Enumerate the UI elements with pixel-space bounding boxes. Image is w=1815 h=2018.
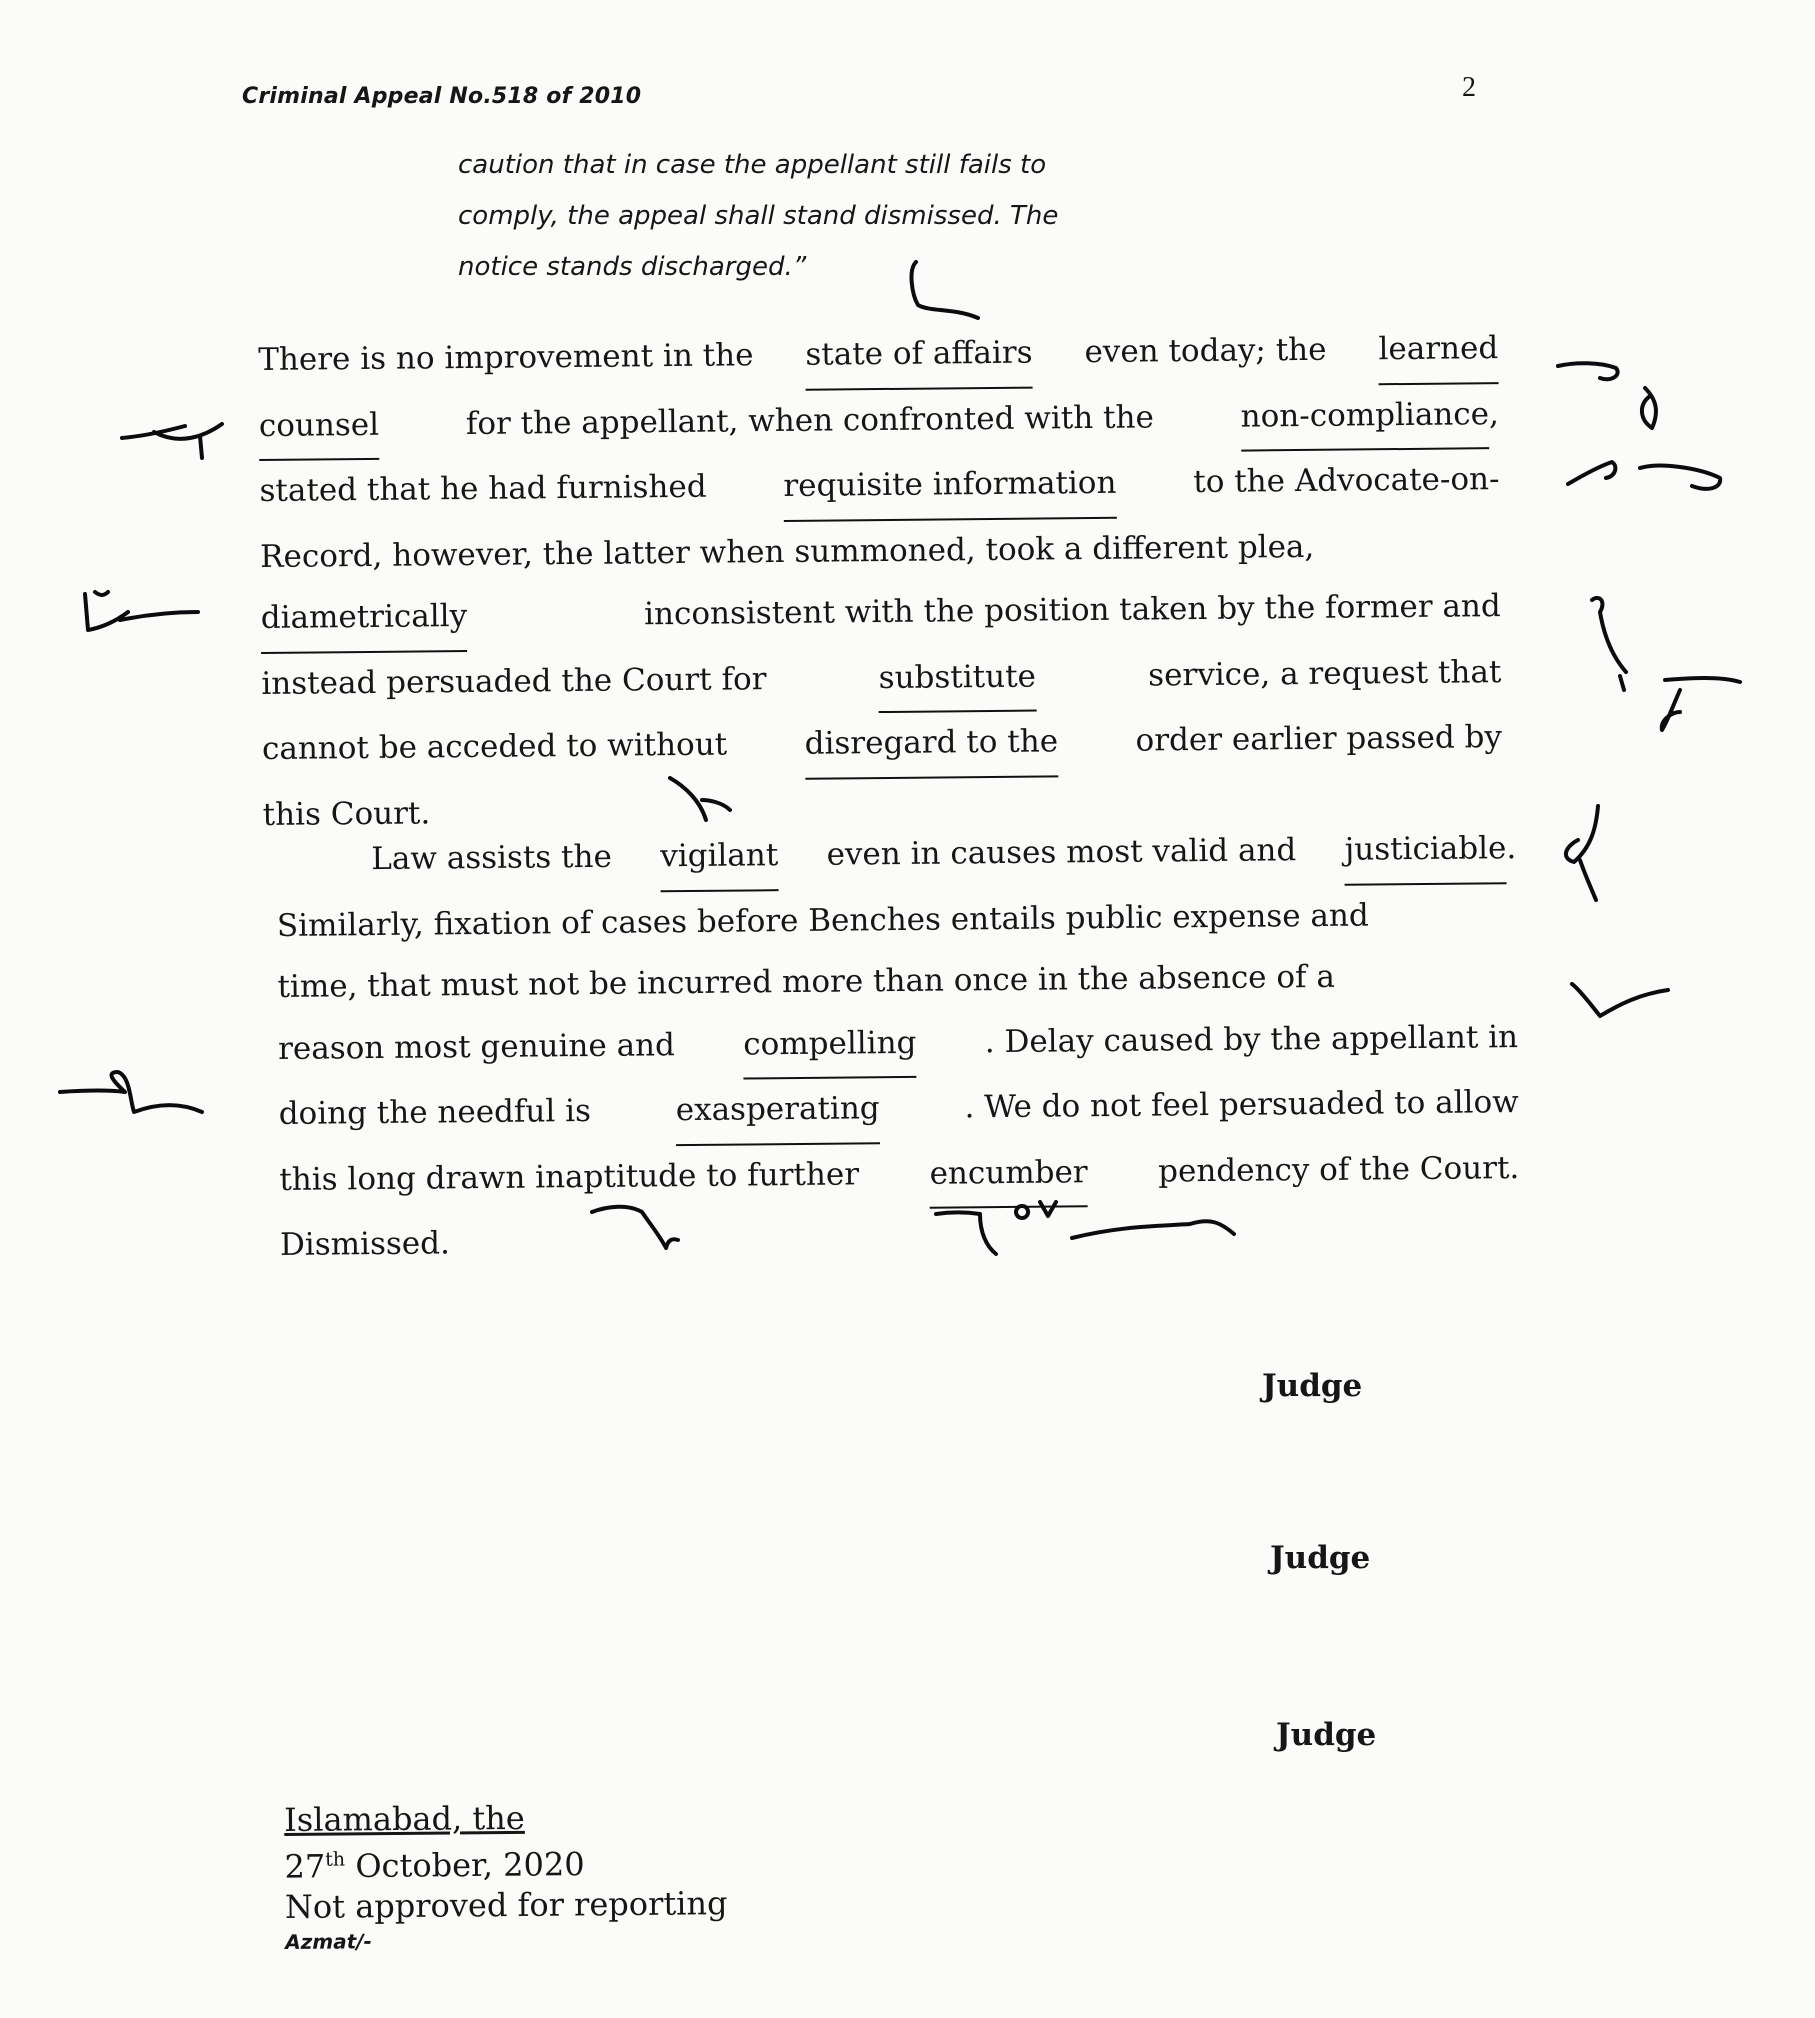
underlined-phrase: state of affairs xyxy=(805,323,1033,391)
text-line: time, that must not be incurred more than once in the absence of a xyxy=(277,958,1336,1005)
typist-initials: Azmat/- xyxy=(285,1928,372,1954)
text-line: Law assists the vigilant even in causes most valid and justiciable. xyxy=(276,818,1517,895)
quote-line: notice stands discharged.” xyxy=(458,252,807,282)
text-line: Record, however, the latter when summoned, took a different plea, xyxy=(260,528,1315,575)
quoted-order xyxy=(458,140,1178,293)
shorthand-mark xyxy=(1568,462,1720,489)
shorthand-mark xyxy=(1558,363,1656,428)
underlined-phrase: disregard to the xyxy=(804,711,1058,779)
text-line: this long drawn inaptitude to further encumber pendency of the Court. xyxy=(279,1138,1520,1215)
judge-signature-3: Judge xyxy=(1276,1717,1377,1753)
underlined-phrase: requisite information xyxy=(783,453,1117,522)
shorthand-mark xyxy=(60,1072,202,1112)
shorthand-mark xyxy=(1572,984,1668,1016)
paragraph-1 xyxy=(258,318,1503,846)
underlined-phrase: diametrically xyxy=(260,586,467,653)
shorthand-mark xyxy=(1662,678,1740,730)
page-number: 2 xyxy=(1462,72,1476,103)
text-line: counsel for the appellant, when confronted with the non-compliance, xyxy=(259,384,1500,461)
shorthand-mark xyxy=(1566,806,1598,900)
underlined-phrase: counsel xyxy=(259,394,380,461)
underlined-phrase: encumber xyxy=(929,1142,1088,1209)
judge-signature-2: Judge xyxy=(1270,1540,1371,1576)
text-line: reason most genuine and compelling . Delay caused by the appellant in xyxy=(278,1007,1519,1084)
reporting-status: Not approved for reporting xyxy=(284,1883,728,1926)
text-line: Similarly, fixation of cases before Benches entails public expense and xyxy=(276,897,1369,944)
text-line: doing the needful is exasperating . We do not feel persuaded to allow xyxy=(278,1072,1519,1149)
shorthand-mark xyxy=(122,424,222,458)
underlined-phrase: vigilant xyxy=(660,825,779,892)
judge-signature-1: Judge xyxy=(1262,1368,1363,1404)
case-reference: Criminal Appeal No.518 of 2010 xyxy=(242,84,642,109)
text-line: There is no improvement in the state of affairs even today; the learned xyxy=(258,318,1499,395)
text-line: diametrically inconsistent with the position taken by the former and xyxy=(260,576,1501,653)
shorthand-mark xyxy=(1592,598,1626,690)
text-line: this Court. xyxy=(262,794,431,833)
underlined-phrase: justiciable xyxy=(1344,818,1506,885)
date-line: 27th October, 2020 xyxy=(284,1845,585,1886)
quote-line: caution that in case the appellant still fails to xyxy=(458,150,1047,180)
underlined-phrase: compelling xyxy=(743,1012,917,1079)
paragraph-2 xyxy=(276,818,1520,1276)
underlined-phrase: learned xyxy=(1378,318,1498,385)
text-line: stated that he had furnished requisite information to the Advocate-on- xyxy=(259,449,1500,526)
text-line: instead persuaded the Court for substitute service, a request that xyxy=(261,642,1502,719)
text-line: cannot be acceded to without disregard to the order earlier passed by xyxy=(262,707,1503,784)
underlined-phrase: non-compliance xyxy=(1240,384,1489,452)
underlined-phrase: exasperating xyxy=(675,1078,880,1145)
underlined-phrase: substitute xyxy=(878,646,1036,713)
text-line: Dismissed. xyxy=(279,1225,451,1263)
shorthand-mark xyxy=(85,592,198,630)
place-line: Islamabad, the xyxy=(284,1798,525,1839)
footer-block xyxy=(284,1796,728,1957)
quote-line: comply, the appeal shall stand dismissed. The xyxy=(458,201,1059,231)
